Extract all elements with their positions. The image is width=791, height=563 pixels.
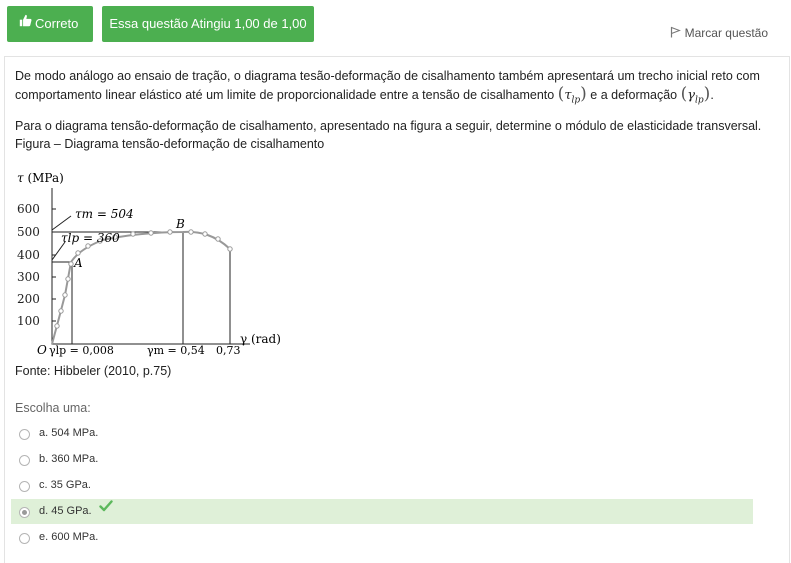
paragraph1-text-a: De modo análogo ao ensaio de tração, o diagrama tesão-deformação de cisalhamento também apresentará um trecho inicial reto com comportamento linear elástico até um limite de proporcionalidade entre a tensão de cisalhamento	[15, 69, 760, 102]
figure-caption: Figura – Diagrama tensão-deformação de cisalhamento	[15, 136, 325, 151]
flag-label: Marcar questão	[684, 26, 768, 40]
question-paragraph-2: Para o diagrama tensão-deformação de cisalhamento, apresentado na figura a seguir, determine o módulo de elasticidade transversal.	[15, 118, 762, 133]
thumbs-up-icon	[19, 5, 32, 41]
question-header	[0, 0, 791, 52]
x-end-label: 0,73	[216, 343, 241, 357]
option-d-label: d. 45 GPa.	[39, 504, 92, 517]
option-b[interactable]	[15, 447, 757, 472]
x-axis-label: γ (rad)	[240, 331, 281, 346]
option-a[interactable]	[15, 421, 757, 446]
radio-option-a[interactable]	[19, 429, 30, 440]
option-a-label: a. 504 MPa.	[39, 426, 99, 439]
grade-badge: Essa questão Atingiu 1,00 de 1,00	[102, 6, 314, 42]
radio-option-b[interactable]	[19, 455, 30, 466]
y-tick-600: 600	[17, 201, 40, 216]
option-d[interactable]	[11, 499, 753, 524]
flag-icon	[670, 26, 681, 41]
tau-m-leader	[52, 216, 71, 230]
tau-m-label: τm = 504	[75, 206, 134, 221]
radio-option-d[interactable]	[19, 507, 30, 518]
y-axis-label: τ (MPa)	[17, 170, 64, 185]
option-c-label: c. 35 GPa.	[39, 478, 91, 491]
option-e-label: e. 600 MPa.	[39, 530, 99, 543]
correct-badge	[7, 6, 93, 42]
check-icon	[99, 497, 113, 522]
gamma-lp-axis-label: γlp = 0,008	[49, 343, 114, 357]
question-content	[4, 56, 790, 563]
shear-stress-strain-diagram	[15, 168, 295, 358]
origin-label: O	[37, 342, 47, 357]
question-paragraph-1	[15, 67, 779, 110]
correct-label: Correto	[35, 16, 79, 31]
radio-option-e[interactable]	[19, 533, 30, 544]
y-ticks	[17, 202, 56, 328]
paragraph1-text-b: e a deformação	[586, 88, 681, 102]
tau-lp-math: $(\tau_{lp})$	[557, 84, 587, 106]
point-a-label: A	[74, 255, 83, 270]
tau-lp-label: τlp = 360	[61, 230, 120, 245]
y-tick-100: 100	[17, 313, 40, 328]
option-b-label: b. 360 MPa.	[39, 452, 99, 465]
answer-options	[15, 421, 779, 550]
gamma-m-axis-label: γm = 0,54	[147, 343, 205, 357]
stress-strain-curve	[52, 231, 230, 343]
option-c[interactable]	[15, 473, 757, 498]
point-b-label: B	[176, 216, 185, 231]
flag-question-link[interactable]	[670, 26, 768, 41]
y-tick-200: 200	[17, 291, 40, 306]
y-tick-300: 300	[17, 269, 40, 284]
option-e[interactable]	[15, 525, 757, 550]
y-tick-400: 400	[17, 247, 40, 262]
gamma-lp-math: $(\gamma_{lp})$	[680, 84, 711, 106]
figure-source: Fonte: Hibbeler (2010, p.75)	[15, 363, 172, 378]
paragraph1-text-c: .	[710, 88, 714, 102]
answer-prompt: Escolha uma:	[15, 400, 91, 415]
radio-option-c[interactable]	[19, 481, 30, 492]
y-tick-500: 500	[17, 224, 40, 239]
